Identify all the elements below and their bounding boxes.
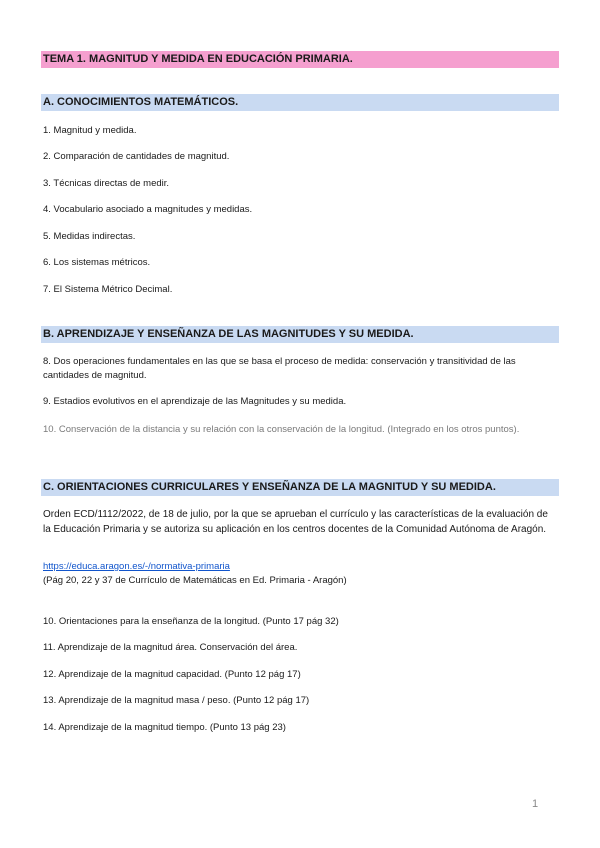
list-item: 14. Aprendizaje de la magnitud tiempo. (Punto 13 pág 23): [43, 722, 286, 733]
list-item: 5. Medidas indirectas.: [43, 231, 136, 242]
list-item: 10. Orientaciones para la enseñanza de la longitud. (Punto 17 pág 32): [43, 616, 339, 627]
list-item: 2. Comparación de cantidades de magnitud.: [43, 151, 230, 162]
list-item: 9. Estadios evolutivos en el aprendizaje de las Magnitudes y su medida.: [43, 396, 347, 407]
section-a-heading: A. CONOCIMIENTOS MATEMÁTICOS.: [41, 94, 559, 111]
list-item: 3. Técnicas directas de medir.: [43, 178, 170, 189]
list-item: 11. Aprendizaje de la magnitud área. Conservación del área.: [43, 642, 298, 653]
normativa-link[interactable]: https://educa.aragon.es/-/normativa-primaria: [43, 561, 230, 572]
list-item: 1. Magnitud y medida.: [43, 125, 137, 136]
link-line: [43, 560, 558, 575]
curriculum-order-text: Orden ECD/1112/2022, de 18 de julio, por la que se aprueban el currículo y las características de la evaluación de la Educación Primaria y se autoriza su aplicación en los centros docentes de la Comunidad Autónoma de Aragón.: [43, 509, 548, 535]
link-note: (Pág 20, 22 y 37 de Currículo de Matemáticas en Ed. Primaria - Aragón): [43, 575, 347, 586]
list-item: 4. Vocabulario asociado a magnitudes y medidas.: [43, 204, 253, 215]
page-number: 1: [532, 798, 539, 810]
section-b-heading: B. APRENDIZAJE Y ENSEÑANZA DE LAS MAGNITUDES Y SU MEDIDA.: [41, 326, 559, 343]
list-item: 10. Conservación de la distancia y su relación con la conservación de la longitud. (Integrado en los otros puntos).: [43, 424, 520, 435]
list-item: 6. Los sistemas métricos.: [43, 257, 151, 268]
section-c-heading: C. ORIENTACIONES CURRICULARES Y ENSEÑANZA DE LA MAGNITUD Y SU MEDIDA.: [41, 479, 559, 496]
document-title: TEMA 1. MAGNITUD Y MEDIDA EN EDUCACIÓN PRIMARIA.: [41, 51, 559, 68]
list-item: 7. El Sistema Métrico Decimal.: [43, 284, 173, 295]
list-item: 13. Aprendizaje de la magnitud masa / peso. (Punto 12 pág 17): [43, 695, 310, 706]
list-item: 12. Aprendizaje de la magnitud capacidad. (Punto 12 pág 17): [43, 669, 301, 680]
list-item: 8. Dos operaciones fundamentales en las que se basa el proceso de medida: conservación y transitividad de las cantidades de magnitud.: [43, 356, 516, 381]
